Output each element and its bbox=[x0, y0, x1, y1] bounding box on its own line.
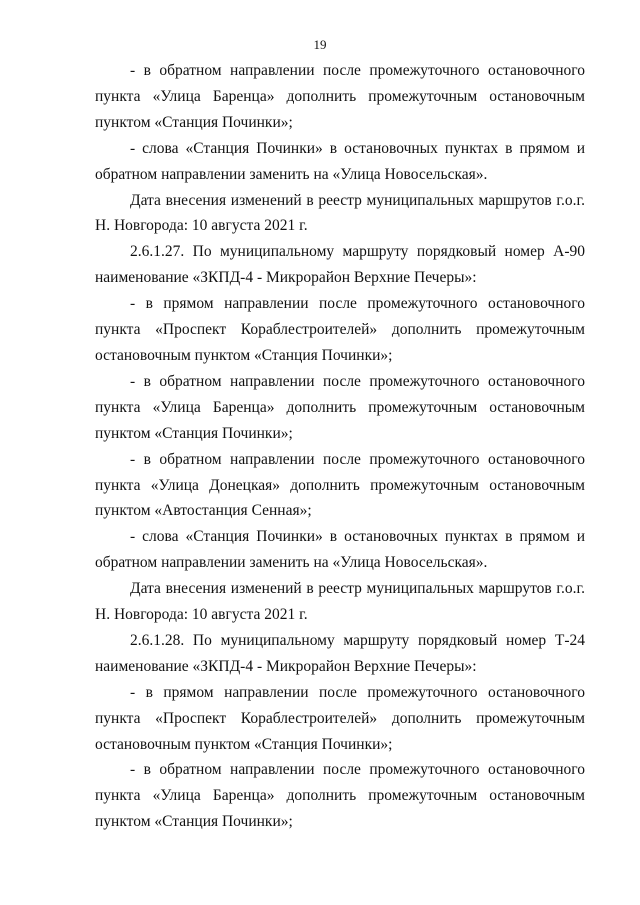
paragraph-forward-direction: - в прямом направлении после промежуточного остановочного пункта «Проспект Кораблестроителей» дополнить промежуточным остановочным пунктом «Станция Починки»; bbox=[95, 295, 585, 364]
paragraph-route-a90-heading: 2.6.1.27. По муниципальному маршруту порядковый номер А-90 наименование «ЗКПД-4 - Микрорайон Верхние Печеры»: bbox=[95, 243, 585, 287]
paragraph-reverse-direction-barentsa: - в обратном направлении после промежуточного остановочного пункта «Улица Баренца» дополнить промежуточным остановочным пунктом «Станция Починки»; bbox=[95, 372, 585, 442]
paragraph-forward-direction: - в прямом направлении после промежуточного остановочного пункта «Проспект Кораблестроителей» дополнить промежуточным остановочным пунктом «Станция Починки»; bbox=[95, 683, 585, 753]
paragraph-rename-stop: - слова «Станция Починки» в остановочных пунктах в прямом и обратном направлении заменить на «Улица Новосельская». bbox=[95, 139, 585, 183]
paragraph-registry-date: Дата внесения изменений в реестр муниципальных маршрутов г.о.г. Н. Новгорода: 10 августа 2021 г. bbox=[95, 191, 585, 235]
paragraph-reverse-direction-donetskaya: - в обратном направлении после промежуточного остановочного пункта «Улица Донецкая» дополнить промежуточным остановочным пунктом «Автостанция Сенная»; bbox=[95, 450, 585, 520]
paragraph-registry-date: Дата внесения изменений в реестр муниципальных маршрутов г.о.г. Н. Новгорода: 10 августа 2021 г. bbox=[95, 580, 585, 624]
paragraph-reverse-direction-barentsa: - в обратном направлении после промежуточного остановочного пункта «Улица Баренца» дополнить промежуточным остановочным пунктом «Станция Починки»; bbox=[95, 761, 585, 831]
paragraph-reverse-direction-barentsa: - в обратном направлении после промежуточного остановочного пункта «Улица Баренца» дополнить промежуточным остановочным пунктом «Станция Починки»; bbox=[95, 62, 585, 131]
page-number: 19 bbox=[313, 37, 327, 52]
paragraph-route-t24-heading: 2.6.1.28. По муниципальному маршруту порядковый номер Т-24 наименование «ЗКПД-4 - Микрорайон Верхние Печеры»: bbox=[95, 631, 585, 675]
paragraph-rename-stop: - слова «Станция Починки» в остановочных пунктах в прямом и обратном направлении заменить на «Улица Новосельская». bbox=[95, 528, 585, 572]
document-body bbox=[95, 58, 585, 835]
